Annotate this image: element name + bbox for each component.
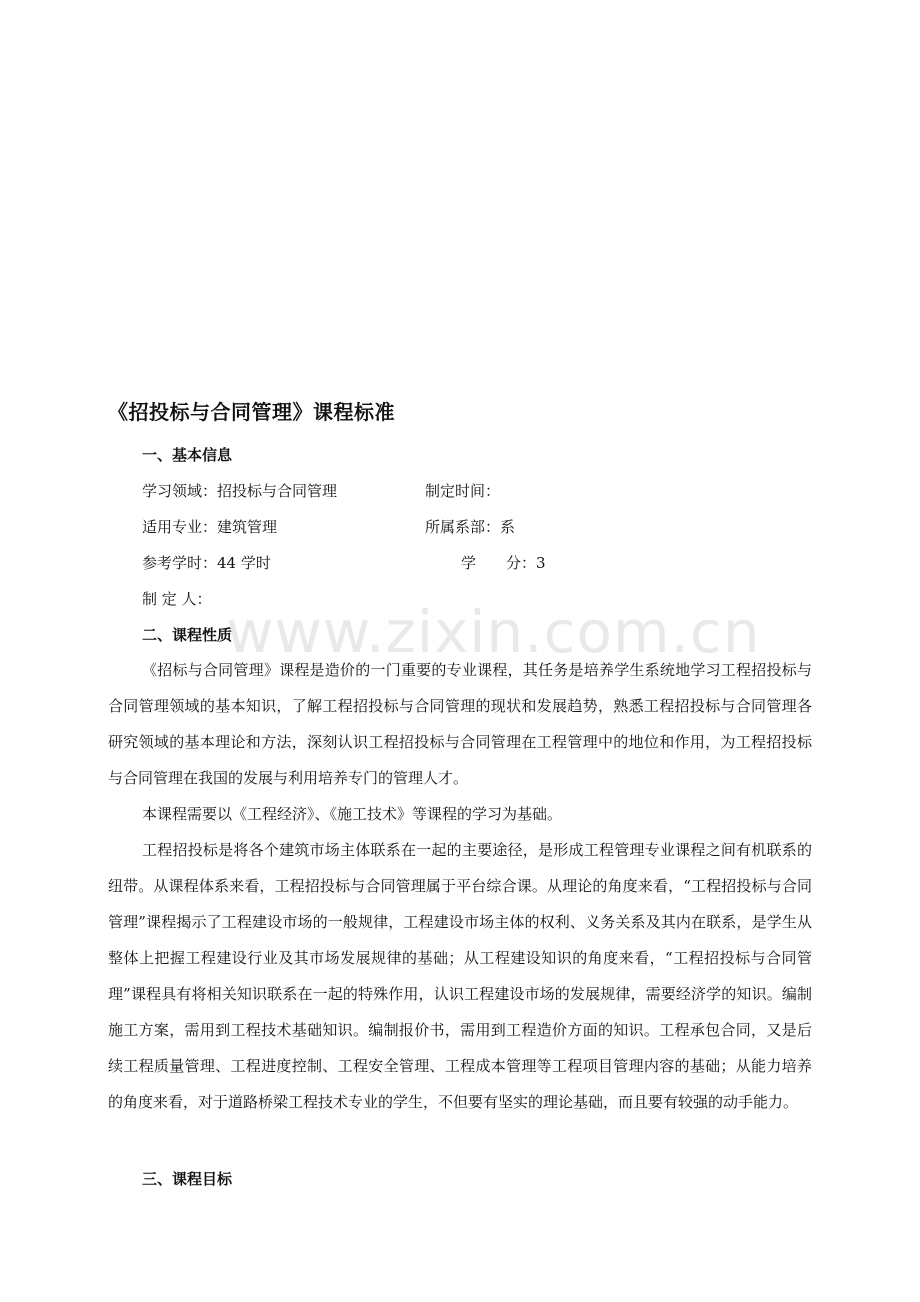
info-credit-label: 学 分： [461,554,537,572]
info-credit-value: 3 [536,554,546,572]
document-title: 《招投标与合同管理》课程标准 [108,400,395,424]
paragraph-prerequisites: 本课程需要以《工程经济》、《施工技术》等课程的学习为基础。 [142,805,563,823]
section-heading-nature: 二、课程性质 [142,626,233,644]
info-dept-label: 所属系部： [425,518,501,536]
info-major-label: 适用专业： [142,518,218,536]
paragraph-bidding-role: 工程招投标是将各个建筑市场主体联系在一起的主要途径，是形成工程管理专业课程之间有机联系的纽带。从课程体系来看，工程招投标与合同管理属于平台综合课。从理论的角度来看，“工程招投标与合同管理”课程揭示了工程建设市场的一般规律，工程建设市场主体的权利、义务关系及其内在联系，是学生从整体上把握工程建设行业及其市场发展规律的基础；从工程建设知识的角度来看，“工程招投标与合同管理”课程具有将相关知识联系在一起的特殊作用，认识工程建设市场的发展规律，需要经济学的知识。编制施工方案，需用到工程技术基础知识。编制报价书，需用到工程造价方面的知识。工程承包合同，又是后续工程质量管理、工程进度控制、工程安全管理、工程成本管理等工程项目管理内容的基础；从能力培养的角度来看，对于道路桥梁工程技术专业的学生，不但要有坚实的理论基础，而且要有较强的动手能力。 [108,841,812,1111]
info-field-label: 学习领域： [142,482,218,500]
info-field [142,480,337,501]
info-hours-label: 参考学时： [142,554,218,572]
info-date [425,480,500,501]
info-major-value: 建筑管理 [217,518,278,536]
info-field-value: 招投标与合同管理 [217,482,338,500]
info-date-label: 制定时间： [425,482,501,500]
info-hours [142,552,271,573]
section-heading-basic-info: 一、基本信息 [142,446,233,464]
section-heading-objectives: 三、课程目标 [142,1170,233,1188]
info-hours-value: 44 学时 [217,554,271,572]
info-credit [461,552,546,573]
paragraph-course-nature: 《招标与合同管理》课程是造价的一门重要的专业课程，其任务是培养学生系统地学习工程招投标与合同管理领域的基本知识，了解工程招投标与合同管理的现状和发展趋势，熟悉工程招投标与合同管理各研究领域的基本理论和方法，深刻认识工程招投标与合同管理在工程管理中的地位和作用，为工程招投标与合同管理在我国的发展与利用培养专门的管理人才。 [108,661,812,787]
info-author [142,588,212,609]
info-dept [425,516,515,537]
info-major [142,516,277,537]
info-dept-value: 系 [500,518,516,536]
watermark-text: www.zixin.com.cn [226,598,761,666]
info-author-label: 制 定 人： [142,590,212,608]
